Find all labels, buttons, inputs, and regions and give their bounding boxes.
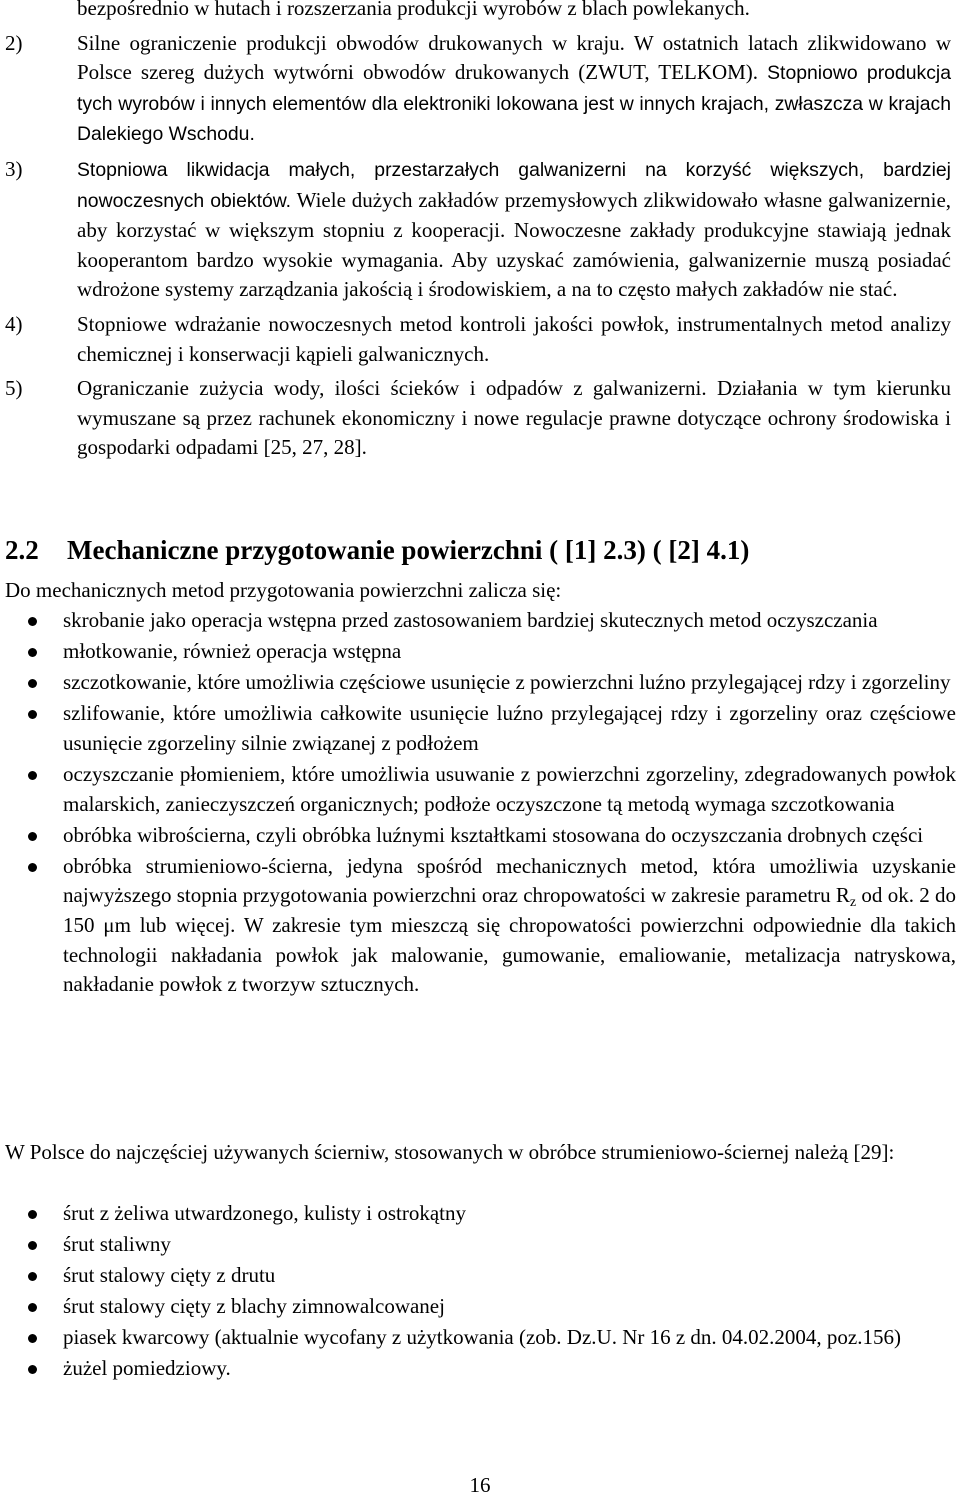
bullet-icon [28, 710, 37, 719]
list-item [0, 1261, 956, 1291]
page-number: 16 [469, 1473, 491, 1497]
list-item [0, 606, 956, 636]
list-item-text: śrut staliwny [63, 1232, 171, 1257]
list-item-number: 2) [5, 30, 23, 55]
list-item [0, 1292, 956, 1322]
list-item-3 [0, 155, 951, 305]
methods-list [0, 606, 958, 1001]
list-item-text: śrut stalowy cięty z drutu [63, 1263, 276, 1288]
section-title: Mechaniczne przygotowanie powierzchni ( [1] 2.3) ( [2] 4.1) [67, 535, 750, 565]
list-item-text: Silne ograniczenie produkcji obwodów drukowanych w kraju. W ostatnich latach zlikwidowano w Polsce szereg dużych wytwórni obwodów drukowanych (ZWUT, TELKOM). [77, 30, 951, 85]
list-item-5 [0, 374, 951, 463]
list-item-text: obróbka wibrościerna, czyli obróbka luźnymi kształtkami stosowana do oczyszczania drobnych części [63, 822, 924, 847]
list-item-text: Stopniowe wdrażanie nowoczesnych metod kontroli jakości powłok, instrumentalnych metod analizy chemicznej i konserwacji kąpieli galwanicznych. [77, 311, 951, 366]
list-item [0, 1199, 956, 1229]
section-number: 2.2 [5, 535, 39, 565]
list-item-text: śrut z żeliwa utwardzonego, kulisty i ostrokątny [63, 1201, 466, 1225]
section-heading [5, 532, 749, 568]
abrasives-list [0, 1199, 958, 1386]
bullet-icon [28, 648, 37, 657]
bullet-icon [28, 832, 37, 841]
list-item-continuation [0, 0, 951, 24]
bullet-icon [28, 1303, 37, 1312]
list-item-text: Ograniczanie zużycia wody, ilości ścieków i odpadów z galwanizerni. Działania w tym kierunku wymuszane są przez rachunek ekonomiczny i nowe regulacje prawne dotyczące ochrony środowiska i gospodarki odpadami [25, 27, 28]. [77, 376, 951, 460]
list-item [0, 1230, 956, 1260]
list-item-text-sans: Stopniowa likwidacja małych, przestarzałych galwanizerni na korzyść większych, bardziej nowoczesnych obiektów. [77, 158, 951, 212]
list-item-text-end: od ok. 2 do 150 μm lub więcej. W zakresie tym mieszczą się chropowatości powierzchni odpowiednie dla takich technologii nakładania powłok jak malowanie, gumowanie, emaliowanie, metalizacja natryskowa, nakładanie powłok z tworzyw sztucznych. [63, 883, 956, 997]
list-item-number: 4) [5, 311, 23, 336]
list-item-2 [0, 29, 951, 150]
list-item-number: 3) [5, 156, 23, 181]
subscript: z [849, 895, 857, 911]
list-item-text: oczyszczanie płomieniem, które umożliwia usuwanie z powierzchni zgorzeliny, zdegradowanych powłok malarskich, zanieczyszczeń organicznych; podłoże oczyszczone tą metodą wymaga szczotkowania [63, 761, 956, 816]
list-item-text: szlifowanie, które umożliwia całkowite usunięcie luźno przylegającej rdzy i zgorzeliny oraz częściowe usunięcie zgorzeliny silnie związanej z podłożem [63, 701, 956, 755]
list-item [0, 1323, 956, 1353]
list-item-text: skrobanie jako operacja wstępna przed zastosowaniem bardziej skutecznych metod oczyszczania [63, 608, 878, 632]
list-item-text-start: obróbka strumieniowo-ścierna, jedyna spośród mechanicznych metod, która umożliwia uzyskanie najwyższego stopnia przygotowania powierzchni oraz chropowatości w zakresie parametru R [63, 853, 956, 908]
list-item-text: żużel pomiedziowy. [63, 1356, 231, 1381]
list-item [0, 852, 956, 1000]
bullet-icon [28, 1210, 37, 1219]
list-item-text: Wiele dużych zakładów przemysłowych zlikwidowało własne galwanizernie, aby korzystać w większym stopniu z kooperacji. Nowoczesne zakłady produkcyjne stawiają jednak kooperantom bardzo wysokie wymagania. Aby uzyskać zamówienia, galwanizernie muszą posiadać wdrożone systemy zarządzania jakością i środowiskiem, a na to często małych zakładów nie stać. [77, 187, 952, 302]
bullet-icon [28, 1365, 37, 1374]
list-item-text: szczotkowanie, które umożliwia częściowe usunięcie z powierzchni luźno przylegającej rdzy i zgorzeliny [63, 670, 951, 695]
list-item [0, 668, 956, 698]
abrasives-intro: W Polsce do najczęściej używanych ścierniw, stosowanych w obróbce strumieniowo-ściernej należą [29]: [5, 1140, 895, 1164]
bullet-icon [28, 771, 37, 780]
list-item-text: młotkowanie, również operacja wstępna [63, 639, 402, 664]
list-item [0, 637, 956, 667]
list-item [0, 699, 956, 758]
list-item-text: śrut stalowy cięty z blachy zimnowalcowanej [63, 1294, 445, 1319]
bullet-icon [28, 863, 37, 872]
list-item [0, 821, 956, 851]
list-item [0, 1354, 956, 1384]
bullet-icon [28, 1241, 37, 1250]
list-item-text-sans: Stopniowo produkcja tych wyrobów i innych elementów dla elektroniki lokowana jest w innych krajach, zwłaszcza w krajach Dalekiego Wschodu. [77, 62, 951, 146]
numbered-list [0, 0, 958, 463]
bullet-icon [28, 617, 37, 626]
section-intro: Do mechanicznych metod przygotowania powierzchni zalicza się: [5, 578, 562, 602]
bullet-icon [28, 1334, 37, 1343]
list-item-text: piasek kwarcowy (aktualnie wycofany z użytkowania (zob. Dz.U. Nr 16 z dn. 04.02.2004, poz.156) [63, 1325, 902, 1350]
list-item-number: 5) [5, 376, 23, 401]
bullet-icon [28, 679, 37, 688]
list-item [0, 760, 956, 819]
list-item-text: bezpośrednio w hutach i rozszerzania produkcji wyrobów z blach powlekanych. [77, 0, 750, 20]
list-item-4 [0, 310, 951, 369]
bullet-icon [28, 1272, 37, 1281]
